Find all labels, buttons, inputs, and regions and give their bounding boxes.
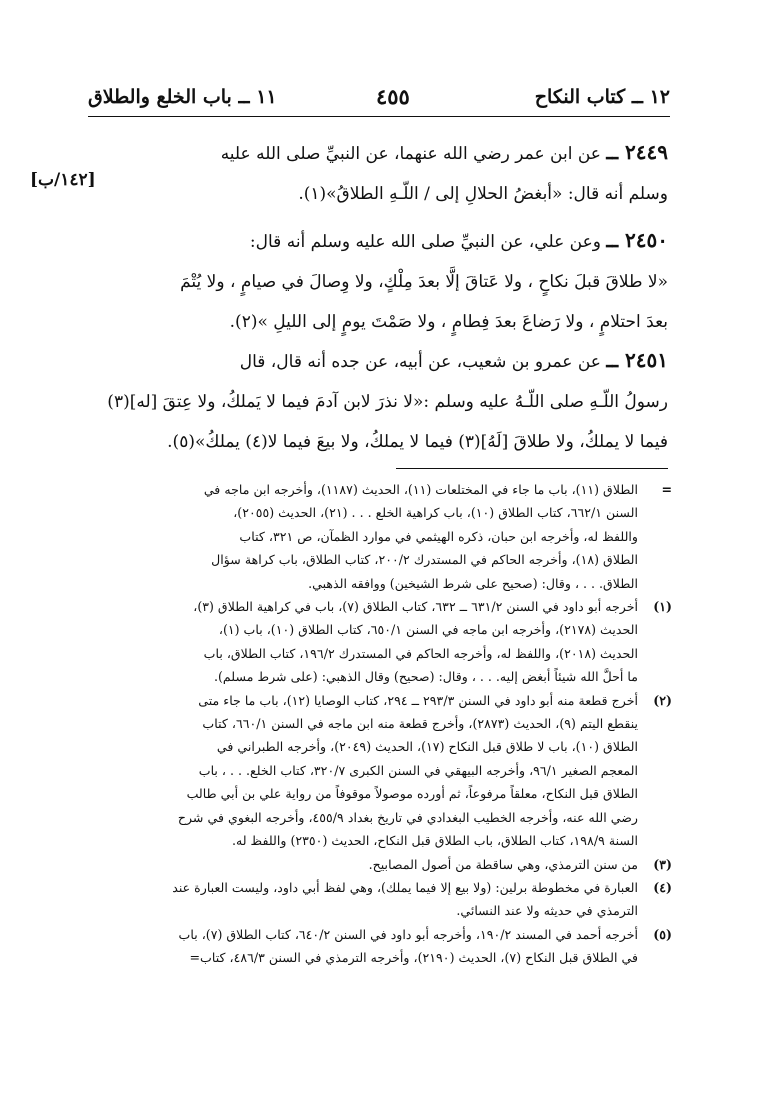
- footnote-mark: (٤): [653, 879, 672, 895]
- footnote-mark: (٢): [653, 692, 672, 708]
- hadith-line: «لا طلاقَ قبلَ نكاحٍ ، ولا عَتاقَ إلَّا بعدَ مِلْكٍ، ولا وِصالَ في صيامٍ ، ولا يُتْمَ: [180, 272, 668, 292]
- footnote-line: المعجم الصغير ٩٦/١، وأخرجه البيهقي في السنن الكبرى ٣٢٠/٧، كتاب الخلع. . . ، باب: [198, 762, 638, 778]
- footnote-line: الترمذي في حديثه ولا عند النسائي.: [456, 903, 638, 919]
- hadith-text: عن ابن عمر رضي الله عنهما، عن النبيِّ صلى الله عليه: [220, 144, 601, 164]
- footnote-line: الطلاق (١١)، باب ما جاء في المختلعات (١١)، الحديث (١١٨٧)، وأخرجه ابن ماجه في: [203, 482, 638, 497]
- footnote-mark: (١): [653, 599, 672, 615]
- footnote-mark: (٥): [653, 926, 672, 942]
- footnote-line: الطلاق. . . ، وقال: (صحيح على شرط الشيخين) ووافقه الذهبي.: [308, 575, 638, 591]
- hadith-2450: [96, 220, 668, 342]
- footnote-2: [80, 689, 672, 853]
- hadith-line: [96, 220, 668, 262]
- hadith-line: [96, 132, 668, 174]
- footnote-1: [80, 595, 672, 689]
- footnote-line: في الطلاق قبل النكاح (٧)، الحديث (٢١٩٠)، وأخرجه الترمذي في السنن ٤٨٦/٣، كتاب=: [189, 950, 638, 966]
- footnote-line: السنة ١٩٨/٩، كتاب الطلاق، باب الطلاق قبل النكاح، الحديث (٢٣٥٠) واللفظ له.: [231, 833, 638, 849]
- footnote-line: الطلاق (١٠)، باب لا طلاق قبل النكاح (١٧)، الحديث (٢٠٤٩)، وأخرجه الطبراني في: [216, 739, 638, 755]
- footnote-line: الحديث (٢٠١٨)، واللفظ له، وأخرجه الحاكم في المستدرك ١٩٦/٢، كتاب الطلاق، باب: [203, 645, 638, 661]
- book-title: ١٢ ــ كتاب النكاح: [534, 86, 670, 108]
- footnote-line: من سنن الترمذي، وهي ساقطة من أصول المصابيح.: [368, 856, 638, 872]
- hadith-line: رسولُ اللّـهِ صلى اللّـهُ عليه وسلم :«لا نذرَ لابن آدمَ فيما لا يَملكُ، ولا عِتقَ [له](٣): [107, 392, 668, 412]
- footnote-line: الطلاق قبل النكاح، معلقاً مرفوعاً، ثم أورده موصولاً موقوفاً من رواية علي بن أبي طالب: [186, 786, 638, 802]
- hadith-line: [96, 340, 668, 382]
- footnote-line: أخرج قطعة منه أبو داود في السنن ٢٩٣/٣ ــ ٢٩٤، كتاب الوصايا (١٢)، باب ما جاء متى: [198, 692, 638, 708]
- footnote-line: الحديث (٢١٧٨)، وأخرجه ابن ماجه في السنن ٦٥٠/١، كتاب الطلاق (١٠)، باب (١)،: [218, 622, 638, 638]
- footnote-5: [80, 923, 672, 970]
- footnote-line: ما أحلَّ الله شيئاً أبغض إليه. . . ، وقال: (صحيح) وقال الذهبي: (على شرط مسلم).: [214, 669, 638, 685]
- hadith-line: وسلم أنه قال: «أبغضُ الحلالِ إلى / اللّـهِ الطلاقُ»(١).: [298, 184, 668, 204]
- footnote-line: العبارة في مخطوطة برلين: (ولا بيع إلا فيما يملك)، وهي لفظ أبي داود، وليست العبارة عند: [172, 879, 638, 895]
- footnote-line: الطلاق (١٨)، وأخرجه الحاكم في المستدرك ٢٠٠/٢، كتاب الطلاق، باب كراهة سؤال: [211, 552, 638, 568]
- hadith-line: بعدَ احتلامٍ ، ولا رَضاعَ بعدَ فِطامٍ ، ولا صَمْتَ يومٍ إلى الليلِ »(٢).: [229, 312, 668, 332]
- hadith-number: ٢٤٥١ ــ: [606, 348, 668, 372]
- footnote-line: السنن ٦٦٢/١، كتاب الطلاق (١٠)، باب كراهية الخلع . . . (٢١)، الحديث (٢٠٥٥)،: [233, 505, 638, 521]
- footnote-continued: [80, 478, 672, 595]
- footnote-line: واللفظ له، وأخرجه ابن حبان، ذكره الهيثمي في موارد الظمآن، ص ٣٢١، كتاب: [239, 528, 638, 544]
- manuscript-folio-ref: [١٤٢/ب]: [30, 170, 96, 190]
- footnotes: [80, 478, 672, 970]
- footnote-separator: [396, 468, 668, 469]
- footnote-line: ينقطع اليتم (٩)، الحديث (٢٨٧٣)، وأخرج قطعة منه ابن ماجه في السنن ٦٦٠/١، كتاب: [202, 716, 638, 732]
- hadith-2449: [96, 132, 668, 214]
- footnote-3: [80, 853, 672, 876]
- hadith-number: ٢٤٥٠ ــ: [606, 228, 668, 252]
- hadith-2451: [96, 340, 668, 462]
- footnote-4: [80, 876, 672, 923]
- footnote-mark: (٣): [653, 856, 672, 872]
- hadith-text: عن عمرو بن شعيب، عن أبيه، عن جده أنه قال، قال: [239, 352, 601, 372]
- hadith-number: ٢٤٤٩ ــ: [606, 140, 668, 164]
- footnote-mark: =: [661, 482, 672, 497]
- running-header: [88, 80, 670, 117]
- hadith-text: وعن علي، عن النبيِّ صلى الله عليه وسلم أنه قال:: [249, 232, 601, 252]
- footnote-line: رضي الله عنه، وأخرجه الخطيب البغدادي في تاريخ بغداد ٤٥٥/٩، وأخرجه البغوي في شرح: [177, 809, 638, 825]
- chapter-title: ١١ ــ باب الخلع والطلاق: [88, 86, 277, 108]
- page-number: ٤٥٥: [376, 84, 410, 109]
- footnote-line: أخرجه أحمد في المسند ١٩٠/٢، وأخرجه أبو داود في السنن ٦٤٠/٢، كتاب الطلاق (٧)، باب: [178, 926, 638, 942]
- footnote-line: أخرجه أبو داود في السنن ٦٣١/٢ ــ ٦٣٢، كتاب الطلاق (٧)، باب في كراهية الطلاق (٣)،: [193, 599, 638, 615]
- hadith-line: فيما لا يملكُ، ولا طلاقَ [لَهُ](٣) فيما لا يملكُ، ولا بيعَ فيما لا(٤) يملكُ»(٥).: [167, 432, 668, 452]
